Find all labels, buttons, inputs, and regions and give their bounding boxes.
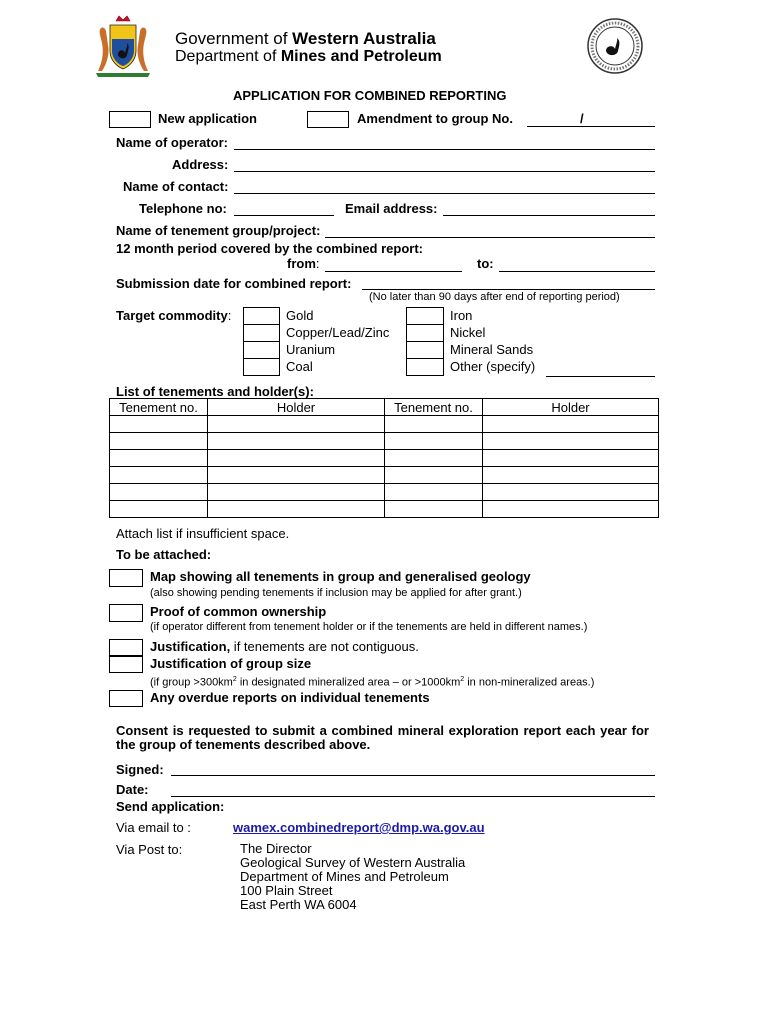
column-header-tenement-no-2: Tenement no. xyxy=(385,399,483,416)
target-commodity-label xyxy=(116,308,231,323)
commodity-nickel-label: Nickel xyxy=(450,325,486,340)
group-size-note-part1: (if group >300km xyxy=(150,676,233,689)
table-cell[interactable] xyxy=(483,450,659,467)
via-email-label: Via email to : xyxy=(116,820,191,835)
table-cell[interactable] xyxy=(110,501,208,518)
gold-checkbox[interactable] xyxy=(243,307,280,325)
contact-field[interactable] xyxy=(234,193,655,194)
table-cell[interactable] xyxy=(208,501,385,518)
consent-text: Consent is requested to submit a combined mineral exploration report each year for the group of tenements described above. xyxy=(116,723,649,752)
postal-line-organisation: Geological Survey of Western Australia xyxy=(240,855,466,870)
commodity-other-label: Other (specify) xyxy=(450,359,536,374)
table-cell[interactable] xyxy=(385,501,483,518)
group-size-checkbox[interactable] xyxy=(109,656,143,673)
table-cell[interactable] xyxy=(110,450,208,467)
table-cell[interactable] xyxy=(208,450,385,467)
commodity-mineral-sands-label: Mineral Sands xyxy=(450,342,534,357)
from-colon: : xyxy=(315,256,320,271)
from-label xyxy=(287,256,320,271)
nickel-checkbox[interactable] xyxy=(406,324,444,342)
commodity-gold-label: Gold xyxy=(286,308,314,323)
attach-note: Attach list if insufficient space. xyxy=(116,526,290,541)
postal-line-department: Department of Mines and Petroleum xyxy=(240,869,449,884)
from-label-text: from xyxy=(287,256,316,271)
date-label: Date: xyxy=(116,782,149,797)
amendment-separator: / xyxy=(580,111,584,126)
amendment-group-number-field[interactable] xyxy=(527,126,655,127)
address-label: Address: xyxy=(172,157,229,172)
postal-line-city: East Perth WA 6004 xyxy=(240,897,357,912)
submission-note: (No later than 90 days after end of reporting period) xyxy=(369,291,620,303)
justification-checkbox[interactable] xyxy=(109,639,143,656)
tenement-group-label: Name of tenement group/project: xyxy=(116,223,321,238)
signature-field[interactable] xyxy=(171,775,655,776)
coal-checkbox[interactable] xyxy=(243,358,280,376)
org-name-line2 xyxy=(175,47,442,67)
org-line2-bold: Mines and Petroleum xyxy=(280,48,442,65)
other-commodity-checkbox[interactable] xyxy=(406,358,444,376)
postal-address xyxy=(240,842,465,912)
ownership-checkbox[interactable] xyxy=(109,604,143,622)
form-title: APPLICATION FOR COMBINED REPORTING xyxy=(233,88,507,103)
table-cell[interactable] xyxy=(208,484,385,501)
wa-coat-of-arms-logo xyxy=(94,15,152,79)
group-size-sup1: 2 xyxy=(232,676,237,683)
period-to-field[interactable] xyxy=(499,271,655,272)
group-size-title: Justification of group size xyxy=(150,656,312,671)
operator-field[interactable] xyxy=(234,149,655,150)
org-name-line1 xyxy=(175,29,436,49)
table-cell[interactable] xyxy=(483,433,659,450)
new-application-checkbox[interactable] xyxy=(109,111,151,128)
group-size-note xyxy=(150,672,594,691)
signed-label: Signed: xyxy=(116,762,164,777)
table-cell[interactable] xyxy=(110,484,208,501)
table-row xyxy=(110,433,659,450)
table-cell[interactable] xyxy=(385,467,483,484)
postal-line-street: 100 Plain Street xyxy=(240,883,333,898)
table-cell[interactable] xyxy=(110,416,208,433)
table-cell[interactable] xyxy=(208,467,385,484)
commodity-iron-label: Iron xyxy=(450,308,473,323)
ownership-note: (if operator different from tenement holder or if the tenements are held in different names.) xyxy=(150,621,588,633)
map-note: (also showing pending tenements if inclusion may be applied for after grant.) xyxy=(150,587,522,599)
column-header-tenement-no: Tenement no. xyxy=(110,399,208,416)
tenements-table-header xyxy=(110,399,659,416)
tenements-heading: List of tenements and holder(s): xyxy=(116,384,314,399)
commodity-coal-label: Coal xyxy=(286,359,313,374)
map-title: Map showing all tenements in group and generalised geology xyxy=(150,569,531,584)
table-cell[interactable] xyxy=(208,433,385,450)
table-row xyxy=(110,450,659,467)
group-size-note-part2: in designated mineralized area – or >1000km xyxy=(236,676,461,689)
submission-email-link[interactable]: wamex.combinedreport@dmp.wa.gov.au xyxy=(233,820,485,835)
table-cell[interactable] xyxy=(385,416,483,433)
telephone-label: Telephone no: xyxy=(139,201,227,216)
ownership-title: Proof of common ownership xyxy=(150,604,327,619)
via-post-label: Via Post to: xyxy=(116,842,183,857)
table-cell[interactable] xyxy=(483,416,659,433)
org-line1-prefix: Government of xyxy=(175,29,293,48)
commodity-copper-lead-zinc-label: Copper/Lead/Zinc xyxy=(286,325,390,340)
org-line2-prefix: Department of xyxy=(175,48,281,65)
copper-lead-zinc-checkbox[interactable] xyxy=(243,324,280,342)
amendment-label: Amendment to group No. xyxy=(357,111,513,126)
send-application-heading: Send application: xyxy=(116,799,225,814)
address-field[interactable] xyxy=(234,171,655,172)
contact-label: Name of contact: xyxy=(123,179,229,194)
target-commodity-text: Target commodity xyxy=(116,308,228,323)
attachments-heading: To be attached: xyxy=(116,547,212,562)
operator-label: Name of operator: xyxy=(116,135,228,150)
group-size-note-part3: in non-mineralized areas.) xyxy=(464,676,595,689)
table-cell[interactable] xyxy=(110,467,208,484)
amendment-checkbox[interactable] xyxy=(307,111,349,128)
uranium-checkbox[interactable] xyxy=(243,341,280,359)
org-line1-bold: Western Australia xyxy=(292,29,436,48)
new-application-label: New application xyxy=(158,111,257,126)
column-header-holder: Holder xyxy=(208,399,385,416)
postal-line-recipient: The Director xyxy=(240,841,312,856)
commodity-uranium-label: Uranium xyxy=(286,342,336,357)
table-cell[interactable] xyxy=(208,416,385,433)
overdue-reports-checkbox[interactable] xyxy=(109,690,143,707)
submission-label: Submission date for combined report: xyxy=(116,276,352,291)
group-size-sup2: 2 xyxy=(460,676,465,683)
table-cell[interactable] xyxy=(110,433,208,450)
table-cell[interactable] xyxy=(483,467,659,484)
table-cell[interactable] xyxy=(483,484,659,501)
table-row xyxy=(110,484,659,501)
target-commodity-colon: : xyxy=(227,308,232,323)
table-cell[interactable] xyxy=(385,450,483,467)
date-field[interactable] xyxy=(171,796,655,797)
email-label: Email address: xyxy=(345,201,438,216)
tenements-table xyxy=(109,398,659,518)
table-row xyxy=(110,467,659,484)
map-checkbox[interactable] xyxy=(109,569,143,587)
period-label: 12 month period covered by the combined report: xyxy=(116,241,423,256)
geological-survey-seal xyxy=(586,17,644,75)
table-row xyxy=(110,416,659,433)
justification-rest: if tenements are not contiguous. xyxy=(230,639,419,654)
to-label: to: xyxy=(477,256,494,271)
table-cell[interactable] xyxy=(385,433,483,450)
table-row xyxy=(110,501,659,518)
mineral-sands-checkbox[interactable] xyxy=(406,341,444,359)
iron-checkbox[interactable] xyxy=(406,307,444,325)
email-field[interactable] xyxy=(443,215,655,216)
justification-text xyxy=(150,639,419,654)
table-cell[interactable] xyxy=(385,484,483,501)
period-from-field[interactable] xyxy=(325,271,462,272)
telephone-field[interactable] xyxy=(234,215,334,216)
column-header-holder-2: Holder xyxy=(483,399,659,416)
overdue-reports-title: Any overdue reports on individual tenements xyxy=(150,690,430,705)
justification-bold: Justification, xyxy=(150,639,231,654)
table-cell[interactable] xyxy=(483,501,659,518)
tenement-group-field[interactable] xyxy=(325,237,655,238)
other-commodity-specify-field[interactable] xyxy=(546,376,655,377)
